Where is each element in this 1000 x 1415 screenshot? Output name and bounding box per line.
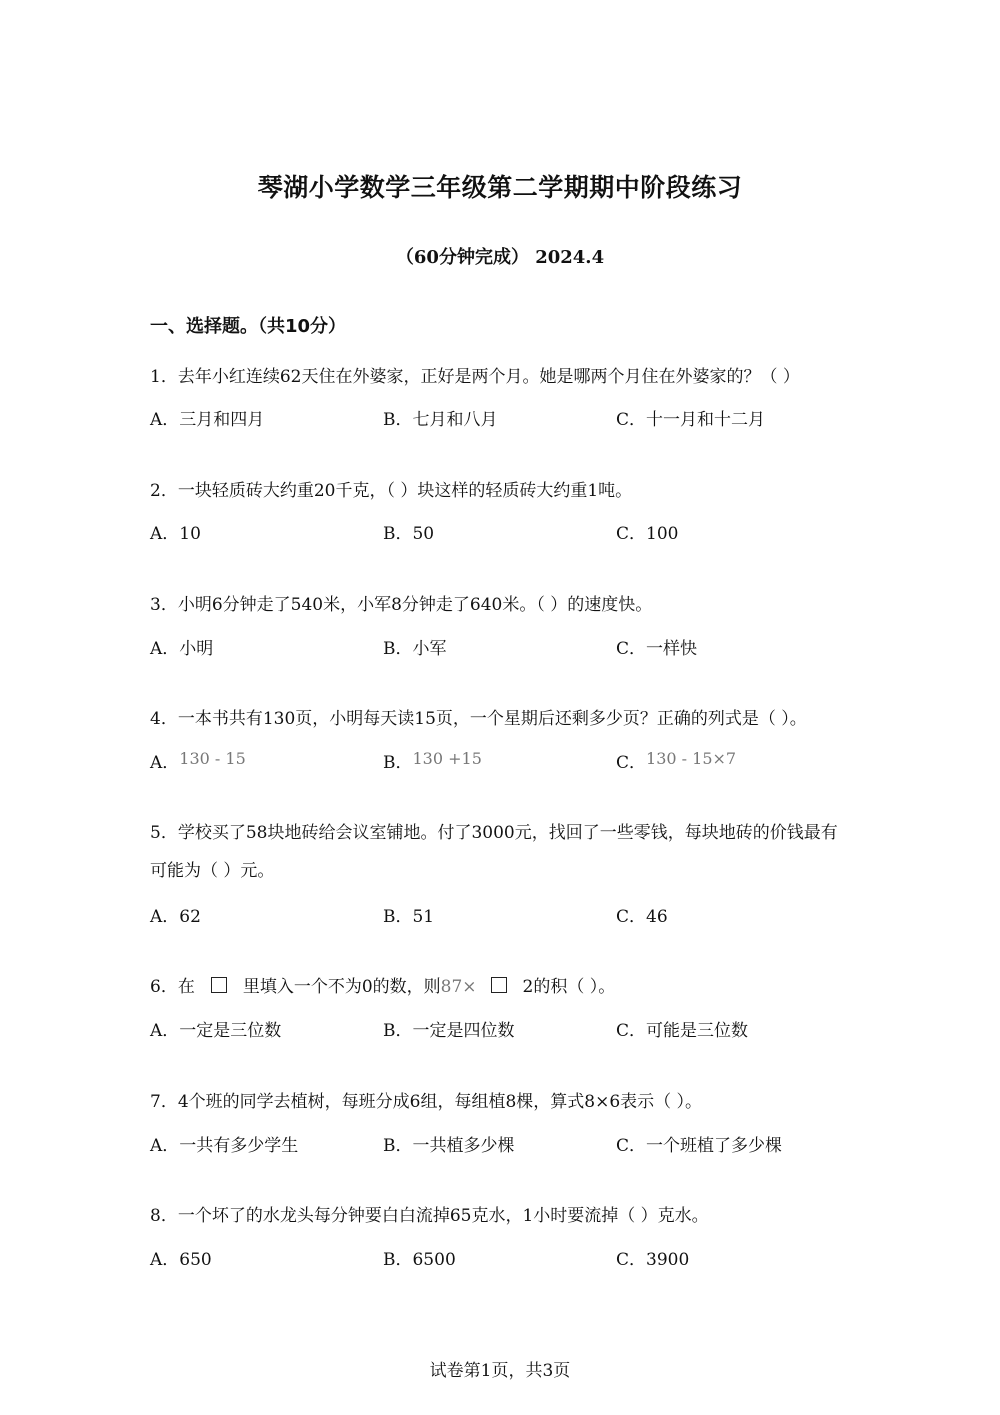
blank-square [211, 977, 227, 993]
page-subtitle: （60分钟完成） 2024.4 [395, 247, 605, 268]
option-a: A．一定是三位数 [150, 1021, 282, 1041]
option-c: C．46 [616, 907, 668, 927]
options-5 [150, 902, 850, 932]
page-footer: 试卷第1页，共3页 [429, 1361, 571, 1381]
options-7 [150, 1131, 850, 1161]
formula-expression: 130 +15 [412, 749, 482, 768]
option-b: B．51 [383, 907, 435, 927]
section-heading: 一、选择题。（共10分） [150, 316, 347, 337]
option-b: B．130 +15 [383, 749, 482, 773]
option-b: B．50 [383, 524, 435, 544]
option-c: C．100 [616, 524, 679, 544]
question-2: 2．一块轻质砖大约重20千克，（ ）块这样的轻质砖大约重1吨。 [150, 481, 633, 501]
option-b: B．6500 [383, 1250, 456, 1270]
option-c: C．130 - 15×7 [616, 749, 737, 773]
option-c: C．3900 [616, 1250, 690, 1270]
option-a: A．62 [150, 907, 201, 927]
options-2 [150, 519, 850, 549]
option-c: C．十一月和十二月 [616, 410, 766, 430]
options-6 [150, 1016, 850, 1046]
options-1 [150, 405, 850, 435]
options-4 [150, 748, 850, 778]
option-c: C．可能是三位数 [616, 1021, 749, 1041]
question-8: 8．一个坏了的水龙头每分钟要白白流掉65克水，1小时要流掉（ ）克水。 [150, 1206, 709, 1226]
option-a: A．三月和四月 [150, 410, 265, 430]
options-8 [150, 1245, 850, 1275]
option-c: C．一样快 [616, 639, 698, 659]
option-b: B．一共植多少棵 [383, 1136, 515, 1156]
question-3: 3．小明6分钟走了540米，小军8分钟走了640米。（ ）的速度快。 [150, 595, 653, 615]
option-c: C．一个班植了多少棵 [616, 1136, 783, 1156]
option-a: A．一共有多少学生 [150, 1136, 299, 1156]
question-6: 6．在 里填入一个不为0的数，则87× 2的积（ ）。 [150, 977, 616, 997]
option-b: B．小军 [383, 639, 447, 659]
question-7: 7．4个班的同学去植树，每班分成6组，每组植8棵，算式8×6表示（ ）。 [150, 1092, 703, 1112]
option-a: A．650 [150, 1250, 212, 1270]
formula-expression: 130 - 15×7 [646, 749, 737, 768]
option-b: B．一定是四位数 [383, 1021, 515, 1041]
option-a: A．10 [150, 524, 201, 544]
option-a: A．小明 [150, 639, 214, 659]
option-a: A．130 - 15 [150, 749, 246, 773]
page-title: 琴湖小学数学三年级第二学期期中阶段练习 [257, 173, 743, 202]
options-3 [150, 634, 850, 664]
question-1: 1．去年小红连续62天住在外婆家，正好是两个月。她是哪两个月住在外婆家的？（ ） [150, 367, 800, 387]
question-4: 4．一本书共有130页，小明每天读15页，一个星期后还剩多少页？正确的列式是（ ）。 [150, 709, 807, 729]
question-5: 5．学校买了58块地砖给会议室铺地。付了3000元，找回了一些零钱，每块地砖的价钱最有可能为（ ）元。 [150, 823, 838, 881]
formula-expression: 130 - 15 [179, 749, 246, 768]
blank-square [491, 977, 507, 993]
option-b: B．七月和八月 [383, 410, 498, 430]
